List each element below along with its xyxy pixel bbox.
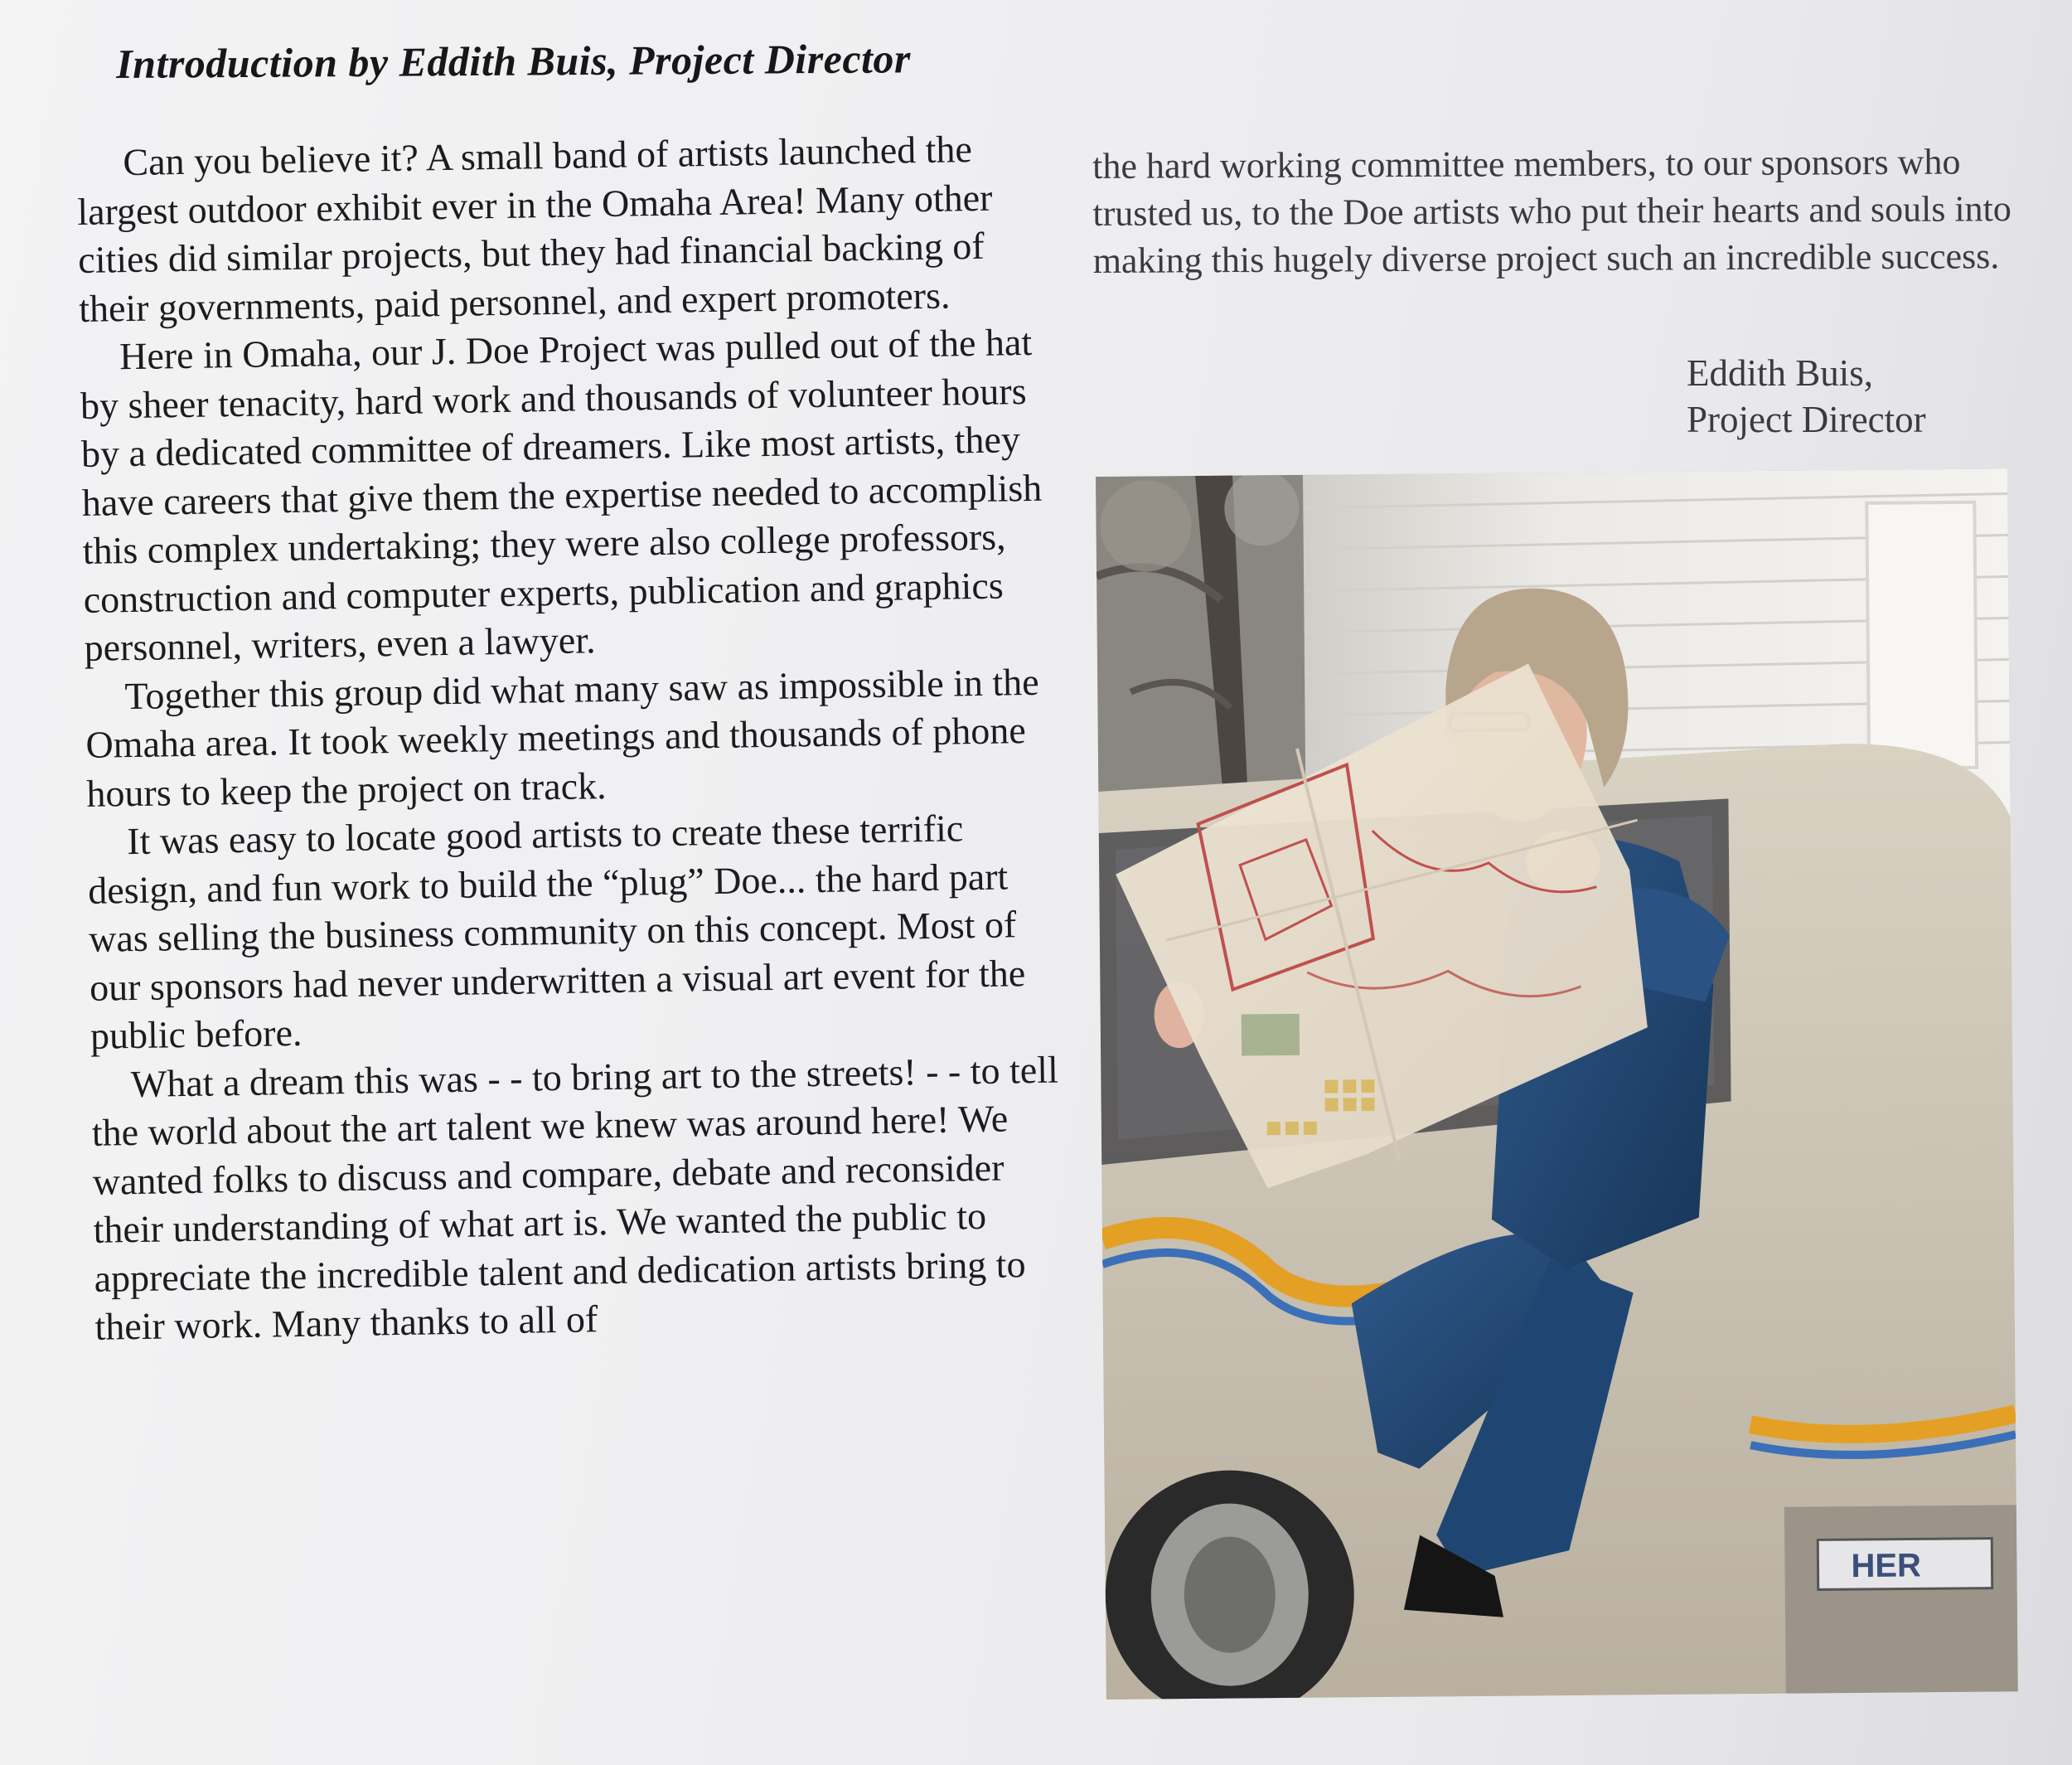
signature-title: Project Director <box>1687 399 1926 440</box>
paragraph-1: Can you believe it? A small band of artists launched the largest outdoor exhibit ever in the Omaha Area! Many other cities did similar projects, but they had financial backing of their governments, paid personnel, and expert promoters. <box>76 128 993 330</box>
right-text-column <box>1092 138 2021 284</box>
photo-illustration <box>1096 468 2018 1700</box>
paragraph-continued: the hard working committee members, to our sponsors who trusted us, to the Doe artists who put their hearts and souls into making this hugely diverse project such an incredible success. <box>1092 141 2011 281</box>
signature-name: Eddith Buis, <box>1687 352 1874 394</box>
tree <box>1096 471 1305 792</box>
paragraph-5: What a dream this was - - to bring art to the streets! - - to tell the world about the art talent we knew was around here! We wanted folks to discuss and compare, debate and reconsider their understanding of what art is. We wanted the public to appreciate the incredible talent and dedication artists bring to their work. Many thanks to all of <box>91 1048 1059 1348</box>
portrait-photo <box>1096 468 2018 1700</box>
paragraph-4: It was easy to locate good artists to create these terrific design, and fun work to build the “plug” Doe... the hard part was selling the business community on this concept. Most of our sponsors had never underwritten a visual art event for the public before. <box>87 807 1026 1057</box>
license-plate-text: HER <box>1851 1547 1922 1585</box>
signature-block <box>1687 350 1926 443</box>
left-text-column <box>76 124 1073 1351</box>
paragraph-2: Here in Omaha, our J. Doe Project was pulled out of the hat by sheer tenacity, hard work and thousands of volunteer hours by a dedicated committee of dreamers. Like most artists, they have careers that give them the expertise needed to accomplish this complex undertaking; they were also college professors, construction and computer experts, publication and graphics personnel, writers, even a lawyer. <box>80 320 1043 669</box>
page-heading: Introduction by Eddith Buis, Project Director <box>116 35 912 87</box>
window-frame <box>1866 502 1977 769</box>
paragraph-3: Together this group did what many saw as impossible in the Omaha area. It took weekly meetings and thousands of phone hours to keep the project on track. <box>85 660 1039 815</box>
